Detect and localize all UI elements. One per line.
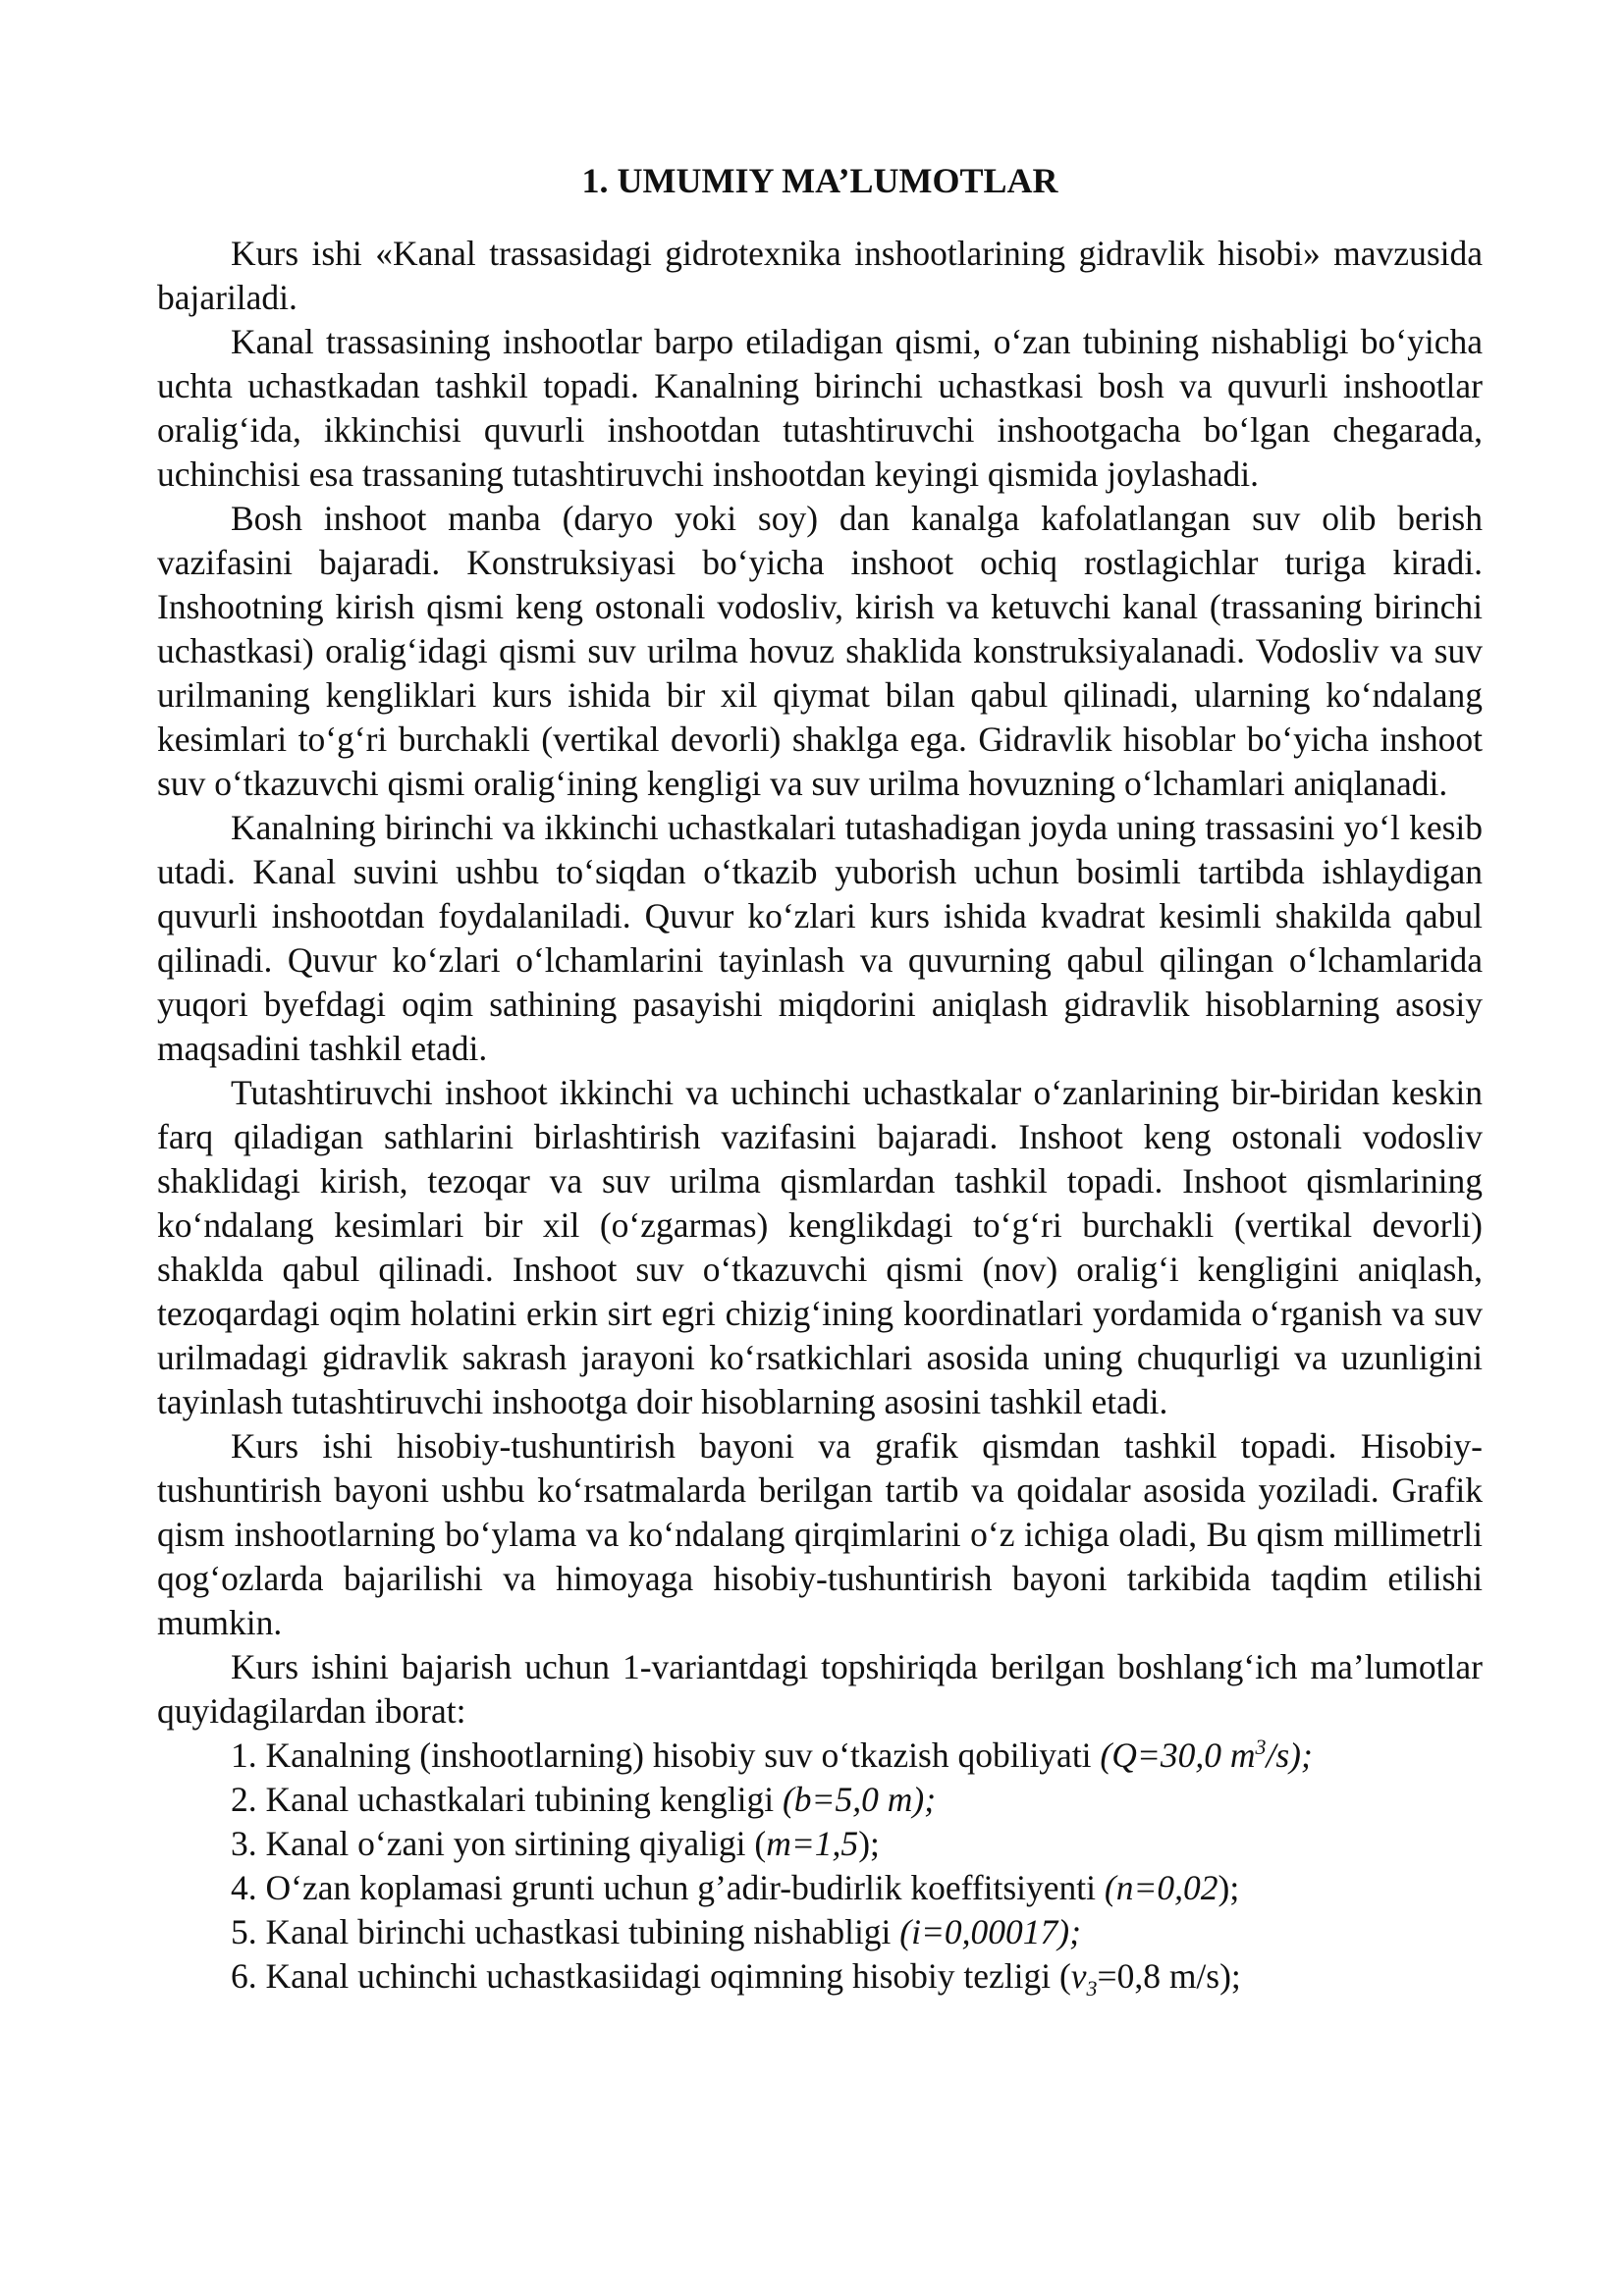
formula-tail: ); bbox=[1218, 1868, 1240, 1907]
list-item-text: 3. Kanal o‘zani yon sirtining qiyaligi ( bbox=[231, 1824, 767, 1863]
paragraph-6: Kurs ishi hisobiy-tushuntirish bayoni va grafik qismdan tashkil topadi. Hisobiy-tushuntirish bayoni ushbu ko‘rsatmalarda berilgan tartib va qoidalar asosida yoziladi. Grafik qism inshootlarning bo‘ylama va ko‘ndalang qirqimlarini o‘z ichiga oladi, Bu qism millimetrli qog‘ozlarda bajarilishi va himoyaga hisobiy-tushuntirish bayoni tarkibida taqdim etilishi mumkin. bbox=[157, 1426, 1483, 1642]
list-item-text: 5. Kanal birinchi uchastkasi tubining nishabligi bbox=[231, 1912, 900, 1951]
formula-tail: =0,8 m/s); bbox=[1097, 1956, 1241, 1996]
list-item-text: 4. O‘zan koplamasi grunti uchun g’adir-budirlik koeffitsiyenti bbox=[231, 1868, 1105, 1907]
paragraph-2: Kanal trassasining inshootlar barpo etiladigan qismi, o‘zan tubining nishabligi bo‘yicha uchta uchastkadan tashkil topadi. Kanalning birinchi uchastkasi bosh va quvurli inshootlar oralig‘ida, ikkinchisi quvurli inshootdan tutashtiruvchi inshootgacha bo‘lgan chegarada, uchinchisi esa trassaning tutashtiruvchi inshootdan keyingi qismida joylashadi. bbox=[157, 322, 1483, 494]
formula: v bbox=[1070, 1956, 1087, 1996]
input-data-list bbox=[157, 1734, 1483, 2002]
paragraph-1: Kurs ishi «Kanal trassasidagi gidrotexnika inshootlarining gidravlik hisobi» mavzusida bajariladi. bbox=[157, 234, 1483, 317]
list-item bbox=[157, 1954, 1483, 2002]
formula-end: /s); bbox=[1266, 1735, 1313, 1775]
formula: (b=5,0 m); bbox=[782, 1780, 937, 1819]
list-item bbox=[157, 1866, 1483, 1910]
superscript: 3 bbox=[1255, 1735, 1267, 1760]
list-item-text: 6. Kanal uchinchi uchastkasiidagi oqimning hisobiy tezligi ( bbox=[231, 1956, 1071, 1996]
formula-text: (Q=30,0 m bbox=[1100, 1735, 1256, 1775]
list-item bbox=[157, 1734, 1483, 1778]
list-item-text: 2. Kanal uchastkalari tubining kengligi bbox=[231, 1780, 783, 1819]
list-item bbox=[157, 1778, 1483, 1822]
formula-tail: ); bbox=[858, 1824, 880, 1863]
paragraph-4: Kanalning birinchi va ikkinchi uchastkalari tutashadigan joyda uning trassasini yo‘l kesib utadi. Kanal suvini ushbu to‘siqdan o‘tkazib yuborish uchun bosimli tartibda ishlaydigan quvurli inshootdan foydalaniladi. Quvur ko‘zlari kurs ishida kvadrat kesimli shakilda qabul qilinadi. Quvur ko‘zlari o‘lchamlarini tayinlash va quvurning qabul qilingan o‘lchamlarida yuqori byefdagi oqim sathining pasayishi miqdorini aniqlash gidravlik hisoblarning asosiy maqsadini tashkil etadi. bbox=[157, 808, 1483, 1068]
list-item bbox=[157, 1910, 1483, 1954]
formula: (i=0,00017); bbox=[899, 1912, 1081, 1951]
formula bbox=[1100, 1735, 1312, 1775]
paragraph-7: Kurs ishini bajarish uchun 1-variantdagi topshiriqda berilgan boshlang‘ich ma’lumotlar quyidagilardan iborat: bbox=[157, 1647, 1483, 1731]
document-page bbox=[157, 147, 1483, 2002]
subscript: 3 bbox=[1086, 1976, 1098, 2002]
paragraph-3: Bosh inshoot manba (daryo yoki soy) dan kanalga kafolatlangan suv olib berish vazifasini bajaradi. Konstruksiyasi bo‘yicha inshoot ochiq rostlagichlar turiga kiradi. Inshootning kirish qismi keng ostonali vodosliv, kirish va ketuvchi kanal (trassaning birinchi uchastkasi) oralig‘idagi qismi suv urilma hovuz shaklida konstruksiyalanadi. Vodosliv va suv urilmaning kengliklari kurs ishida bir xil qiymat bilan qabul qilinadi, ularning ko‘ndalang kesimlari to‘g‘ri burchakli (vertikal devorli) shaklga ega. Gidravlik hisoblar bo‘yicha inshoot suv o‘tkazuvchi qismi oralig‘ining kengligi va suv urilma hovuzning o‘lchamlari aniqlanadi. bbox=[157, 499, 1483, 803]
list-item bbox=[157, 1822, 1483, 1866]
paragraph-5: Tutashtiruvchi inshoot ikkinchi va uchinchi uchastkalar o‘zanlarining bir-biridan keskin farq qiladigan sathlarini birlashtirish vazifasini bajaradi. Inshoot keng ostonali vodosliv shaklidagi kirish, tezoqar va suv urilma qismlardan tashkil topadi. Inshoot qismlarining ko‘ndalang kesimlari bir xil (o‘zgarmas) kenglikdagi to‘g‘ri burchakli (vertikal devorli) shaklda qabul qilinadi. Inshoot suv o‘tkazuvchi qismi (nov) oralig‘i kengligini aniqlash, tezoqardagi oqim holatini erkin sirt egri chizig‘ining koordinatlari yordamida o‘rganish va suv urilmadagi gidravlik sakrash jarayoni ko‘rsatkichlari asosida uning chuqurligi va uzunligini tayinlash tutashtiruvchi inshootga doir hisoblarning asosini tashkil etadi. bbox=[157, 1073, 1483, 1421]
page-title: 1. UMUMIY MA’LUMOTLAR bbox=[581, 161, 1058, 200]
list-item-text: 1. Kanalning (inshootlarning) hisobiy suv o‘tkazish qobiliyati bbox=[231, 1735, 1101, 1775]
formula: m=1,5 bbox=[766, 1824, 859, 1863]
formula: (n=0,02 bbox=[1104, 1868, 1218, 1907]
